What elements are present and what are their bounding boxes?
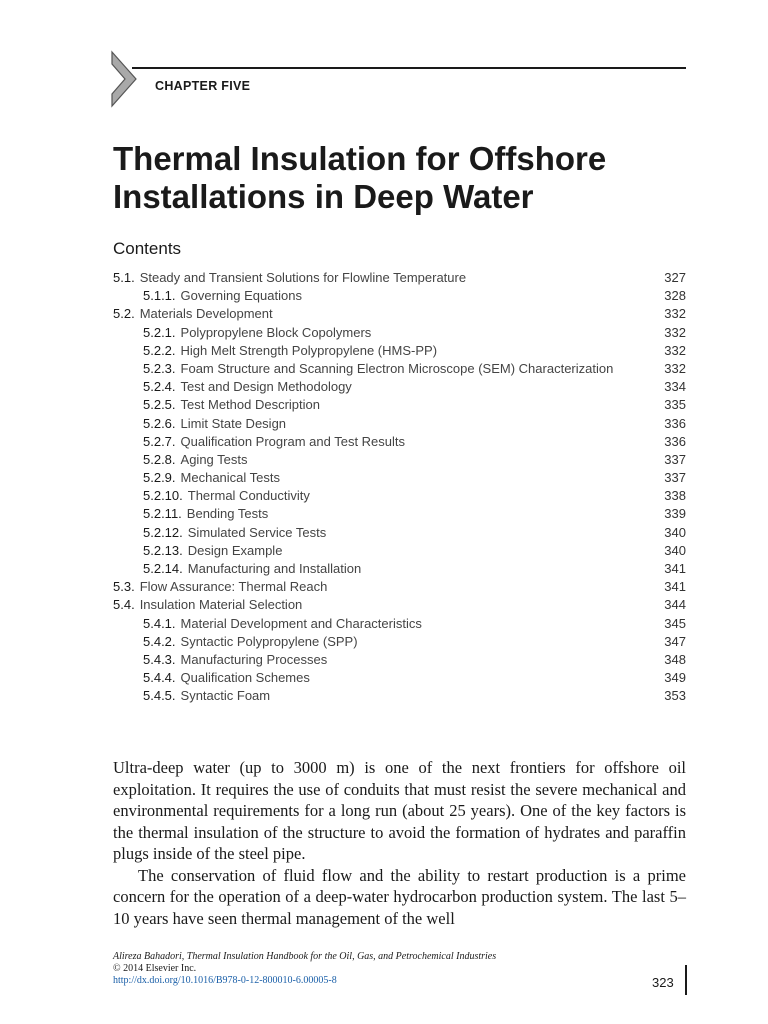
toc-entry-number: 5.2.5. (143, 397, 176, 413)
toc-entry-label: Qualification Program and Test Results (180, 433, 406, 449)
toc-entry[interactable] (113, 451, 686, 469)
toc-entry-label: Mechanical Tests (180, 470, 281, 486)
toc-entry-number: 5.4.5. (143, 688, 176, 704)
toc-entry[interactable] (113, 633, 686, 651)
toc-entry-page: 335 (664, 397, 686, 413)
chapter-title-line1: Thermal Insulation for Offshore (113, 140, 607, 177)
toc-entry-number: 5.2.7. (143, 433, 176, 449)
toc-entry-number: 5.2.4. (143, 379, 176, 395)
toc-entry-page: 328 (664, 288, 686, 304)
toc-entry[interactable] (113, 596, 686, 614)
toc-entry-number: 5.4. (113, 597, 135, 613)
toc-entry[interactable] (113, 378, 686, 396)
toc-entry[interactable] (113, 669, 686, 687)
toc-entry[interactable] (113, 269, 686, 287)
toc-entry-number: 5.4.1. (143, 615, 176, 631)
toc-entry-page: 339 (664, 506, 686, 522)
toc-entry-number: 5.3. (113, 579, 135, 595)
page-number: 323 (652, 975, 674, 990)
toc-entry-label: Aging Tests (180, 451, 248, 467)
toc-entry[interactable] (113, 415, 686, 433)
toc-entry-number: 5.2.9. (143, 470, 176, 486)
toc-entry-number: 5.2. (113, 306, 135, 322)
toc-entry-page: 336 (664, 433, 686, 449)
toc-entry-page: 348 (664, 651, 686, 667)
toc-entry[interactable] (113, 687, 686, 705)
toc-entry-number: 5.2.2. (143, 342, 176, 358)
toc-entry-number: 5.1.1. (143, 288, 176, 304)
toc-entry-label: Limit State Design (180, 415, 287, 431)
toc-entry-page: 336 (664, 415, 686, 431)
chapter-label: CHAPTER FIVE (155, 79, 251, 93)
footer-doi-link[interactable]: http://dx.doi.org/10.1016/B978-0-12-800010-6.00005-8 (113, 975, 337, 986)
toc-entry-label: Simulated Service Tests (187, 524, 327, 540)
toc-entry-label: Thermal Conductivity (187, 488, 310, 504)
toc-entry-label: Test and Design Methodology (180, 379, 352, 395)
toc-entry[interactable] (113, 433, 686, 451)
toc-entry-label: Manufacturing and Installation (187, 561, 362, 576)
toc-entry-label: Test Method Description (180, 397, 320, 413)
toc-entry[interactable] (113, 396, 686, 414)
table-of-contents (113, 269, 686, 706)
toc-entry-page: 332 (664, 342, 686, 358)
toc-entry[interactable] (113, 542, 686, 560)
toc-entry-label: Insulation Material Selection (139, 597, 303, 613)
toc-entry-page: 349 (664, 670, 686, 686)
toc-entry-number: 5.2.10. (143, 488, 183, 504)
toc-entry[interactable] (113, 524, 686, 542)
toc-entry-number: 5.2.8. (143, 451, 176, 467)
toc-entry-number: 5.2.12. (143, 524, 183, 540)
toc-entry[interactable] (113, 324, 686, 342)
toc-entry-number: 5.4.4. (143, 670, 176, 686)
toc-entry-number: 5.2.6. (143, 415, 176, 431)
toc-entry-page: 347 (664, 633, 686, 649)
toc-entry-number: 5.4.2. (143, 633, 176, 649)
toc-entry-page: 344 (664, 597, 686, 613)
toc-entry-page: 332 (664, 306, 686, 322)
toc-entry-label: Qualification Schemes (180, 670, 310, 686)
toc-entry[interactable] (113, 560, 686, 578)
toc-entry-label: Foam Structure and Scanning Electron Microscope (SEM) Characterization (180, 360, 614, 376)
toc-entry-number: 5.4.3. (143, 651, 176, 667)
body-paragraph: Ultra-deep water (up to 3000 m) is one of the next frontiers for offshore oil exploitation. It requires the use of conduits that must resist the severe mechanical and environmental requirements for a long run (about 25 years). One of the key factors is the thermal insulation of the structure to avoid the formation of hydrates and paraffin plugs inside of the steel pipe. (113, 758, 686, 863)
toc-entry[interactable] (113, 360, 686, 378)
toc-entry-page: 332 (664, 360, 686, 376)
toc-entry-label: High Melt Strength Polypropylene (HMS-PP) (180, 342, 438, 358)
toc-entry-page: 341 (664, 561, 686, 576)
page-footer (113, 951, 686, 987)
toc-entry-page: 345 (664, 615, 686, 631)
footer-copyright: © 2014 Elsevier Inc. (113, 963, 197, 974)
toc-entry[interactable] (113, 342, 686, 360)
toc-entry-page: 338 (664, 488, 686, 504)
chapter-chevron-icon (110, 50, 138, 108)
toc-entry-page: 327 (664, 270, 686, 285)
toc-entry[interactable] (113, 287, 686, 305)
toc-entry-label: Manufacturing Processes (180, 651, 328, 667)
toc-entry-page: 337 (664, 451, 686, 467)
toc-entry-page: 340 (664, 542, 686, 558)
toc-entry-page: 337 (664, 470, 686, 486)
toc-entry[interactable] (113, 615, 686, 633)
footer-citation: Alireza Bahadori, Thermal Insulation Handbook for the Oil, Gas, and Petrochemical Industries (113, 951, 497, 962)
toc-entry-label: Bending Tests (186, 506, 269, 522)
toc-entry-number: 5.2.14. (143, 561, 183, 576)
toc-entry[interactable] (113, 469, 686, 487)
toc-entry-label: Syntactic Polypropylene (SPP) (180, 633, 358, 649)
chapter-header-rule (132, 67, 686, 69)
toc-entry[interactable] (113, 487, 686, 505)
toc-entry[interactable] (113, 305, 686, 323)
toc-entry-number: 5.2.11. (143, 506, 182, 522)
toc-entry-page: 334 (664, 379, 686, 395)
toc-entry-number: 5.2.1. (143, 324, 176, 340)
toc-entry-page: 332 (664, 324, 686, 340)
toc-entry[interactable] (113, 578, 686, 596)
toc-entry[interactable] (113, 505, 686, 523)
toc-entry-label: Design Example (187, 542, 283, 558)
body-text (113, 757, 686, 929)
toc-entry-label: Materials Development (139, 306, 273, 322)
toc-entry-page: 341 (664, 579, 686, 595)
toc-entry-label: Governing Equations (180, 288, 302, 304)
toc-entry-number: 5.2.3. (143, 360, 176, 376)
contents-heading: Contents (113, 239, 182, 258)
toc-entry-label: Material Development and Characteristics (180, 615, 422, 631)
toc-entry-label: Syntactic Foam (180, 688, 271, 704)
chapter-title (113, 140, 713, 216)
toc-entry-number: 5.2.13. (143, 542, 183, 558)
toc-entry[interactable] (113, 651, 686, 669)
page-number-bar (685, 965, 687, 995)
toc-entry-label: Flow Assurance: Thermal Reach (139, 579, 328, 595)
toc-entry-page: 353 (664, 688, 686, 704)
toc-entry-number: 5.1. (113, 270, 135, 285)
toc-entry-label: Steady and Transient Solutions for Flowline Temperature (139, 270, 467, 285)
chapter-title-line2: Installations in Deep Water (113, 178, 534, 215)
toc-entry-page: 340 (664, 524, 686, 540)
body-paragraph: The conservation of fluid flow and the ability to restart production is a prime concern for the operation of a deep-water hydrocarbon production system. The last 5–10 years have seen thermal management of the well (113, 865, 686, 928)
toc-entry-label: Polypropylene Block Copolymers (180, 324, 372, 340)
